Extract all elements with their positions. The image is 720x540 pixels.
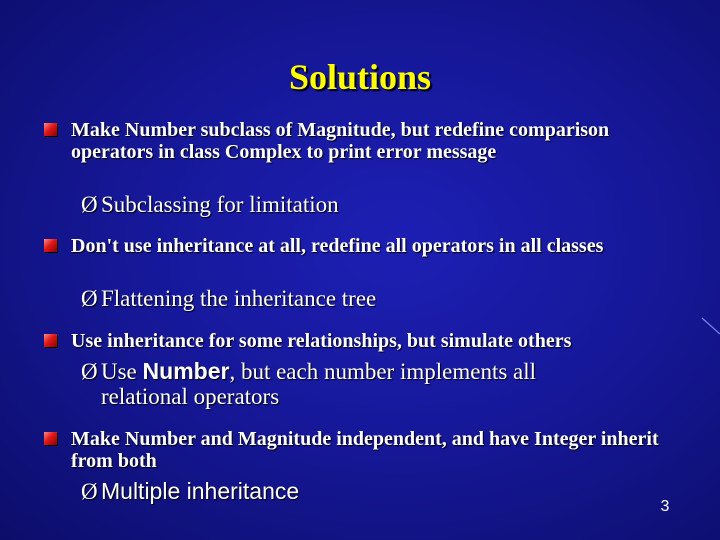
sub-bullet-4 xyxy=(81,479,681,504)
sub-bullet-3 xyxy=(81,359,681,409)
sub-bullet-prefix: Use xyxy=(101,359,143,384)
sub-bullet-1 xyxy=(81,192,681,217)
bullet-text-2: Don't use inheritance at all, redefine all operators in all classes xyxy=(71,235,604,257)
bullet-icon xyxy=(44,432,57,445)
sub-bullet-text-4: Multiple inheritance xyxy=(101,478,300,504)
slide-title: Solutions xyxy=(288,57,432,97)
bullet-text-4: Make Number and Magnitude independent, and have Integer inherit from both xyxy=(71,428,659,472)
arrow-bullet-icon: Ø xyxy=(81,479,98,504)
bullet-icon xyxy=(44,123,57,136)
sub-bullet-text-2: Flattening the inheritance tree xyxy=(101,286,377,311)
arrow-bullet-icon: Ø xyxy=(81,286,98,311)
sub-bullet-text-1: Subclassing for limitation xyxy=(101,192,339,217)
sub-bullet-2 xyxy=(81,286,681,311)
sub-bullet-continuation: relational operators xyxy=(101,384,280,409)
arrow-bullet-icon: Ø xyxy=(81,192,98,217)
code-term-number: Number xyxy=(142,358,230,384)
sub-bullet-rest: , but each number implements all xyxy=(229,359,537,384)
arrow-bullet-icon: Ø xyxy=(81,359,98,384)
bullet-text-3: Use inheritance for some relationships, but simulate others xyxy=(71,330,572,352)
bullet-icon xyxy=(44,239,57,252)
bullet-icon xyxy=(44,334,57,347)
page-number: 3 xyxy=(660,498,670,515)
bullet-text-1: Make Number subclass of Magnitude, but redefine comparison operators in class Complex to print error message xyxy=(71,119,610,163)
